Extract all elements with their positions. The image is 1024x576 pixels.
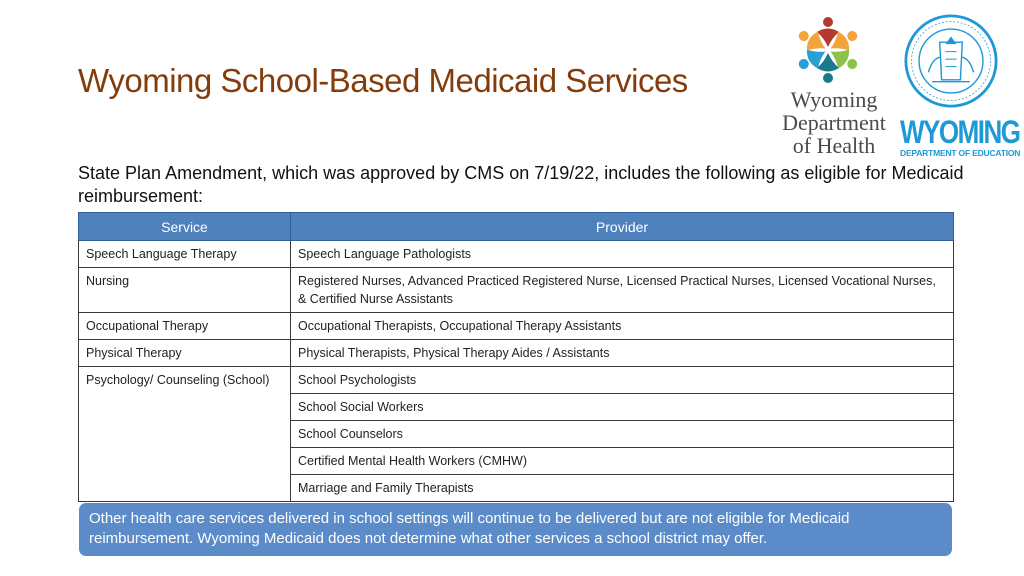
table-header-row	[79, 213, 954, 241]
provider-cell: Certified Mental Health Workers (CMHW)	[291, 448, 954, 475]
state-seal-icon	[904, 14, 998, 108]
department-of-health-logo	[770, 8, 898, 160]
service-column-header: Service	[79, 213, 291, 241]
table-row	[79, 241, 954, 268]
service-cell: Physical Therapy	[79, 340, 291, 367]
intro-text: State Plan Amendment, which was approved by CMS on 7/19/22, includes the following as eligible for Medicaid reimbursement:	[78, 163, 964, 206]
table-row	[79, 268, 954, 313]
disclaimer-callout: Other health care services delivered in school settings will continue to be delivered but are not eligible for Medicaid reimbursement. Wyoming Medicaid does not determine what other services a school district may offer.	[79, 503, 952, 556]
provider-cell: Marriage and Family Therapists	[291, 475, 954, 502]
department-of-education-subtitle: DEPARTMENT OF EDUCATION	[900, 148, 1021, 158]
table-row	[79, 313, 954, 340]
service-cell: Nursing	[79, 268, 291, 313]
provider-cell: Physical Therapists, Physical Therapy Aides / Assistants	[291, 340, 954, 367]
service-cell: Psychology/ Counseling (School)	[79, 367, 291, 502]
table-row	[79, 340, 954, 367]
provider-cell: Registered Nurses, Advanced Practiced Registered Nurse, Licensed Practical Nurses, Licensed Vocational Nurses, & Certified Nurse Assistants	[291, 268, 954, 313]
page-title: Wyoming School-Based Medicaid Services	[78, 62, 688, 99]
provider-column-header: Provider	[291, 213, 954, 241]
services-table	[78, 212, 954, 502]
service-cell: Speech Language Therapy	[79, 241, 291, 268]
provider-cell: Occupational Therapists, Occupational Therapy Assistants	[291, 313, 954, 340]
provider-cell: School Counselors	[291, 421, 954, 448]
table-row	[79, 367, 954, 394]
department-of-health-wordmark: Wyoming Department of Health	[782, 87, 886, 158]
wyoming-wordmark: WYOMING	[900, 113, 1020, 151]
people-circle-logo-icon	[788, 10, 868, 90]
service-cell: Occupational Therapy	[79, 313, 291, 340]
department-of-education-logo	[900, 10, 1021, 160]
provider-cell: Speech Language Pathologists	[291, 241, 954, 268]
provider-cell: School Social Workers	[291, 394, 954, 421]
provider-cell: School Psychologists	[291, 367, 954, 394]
